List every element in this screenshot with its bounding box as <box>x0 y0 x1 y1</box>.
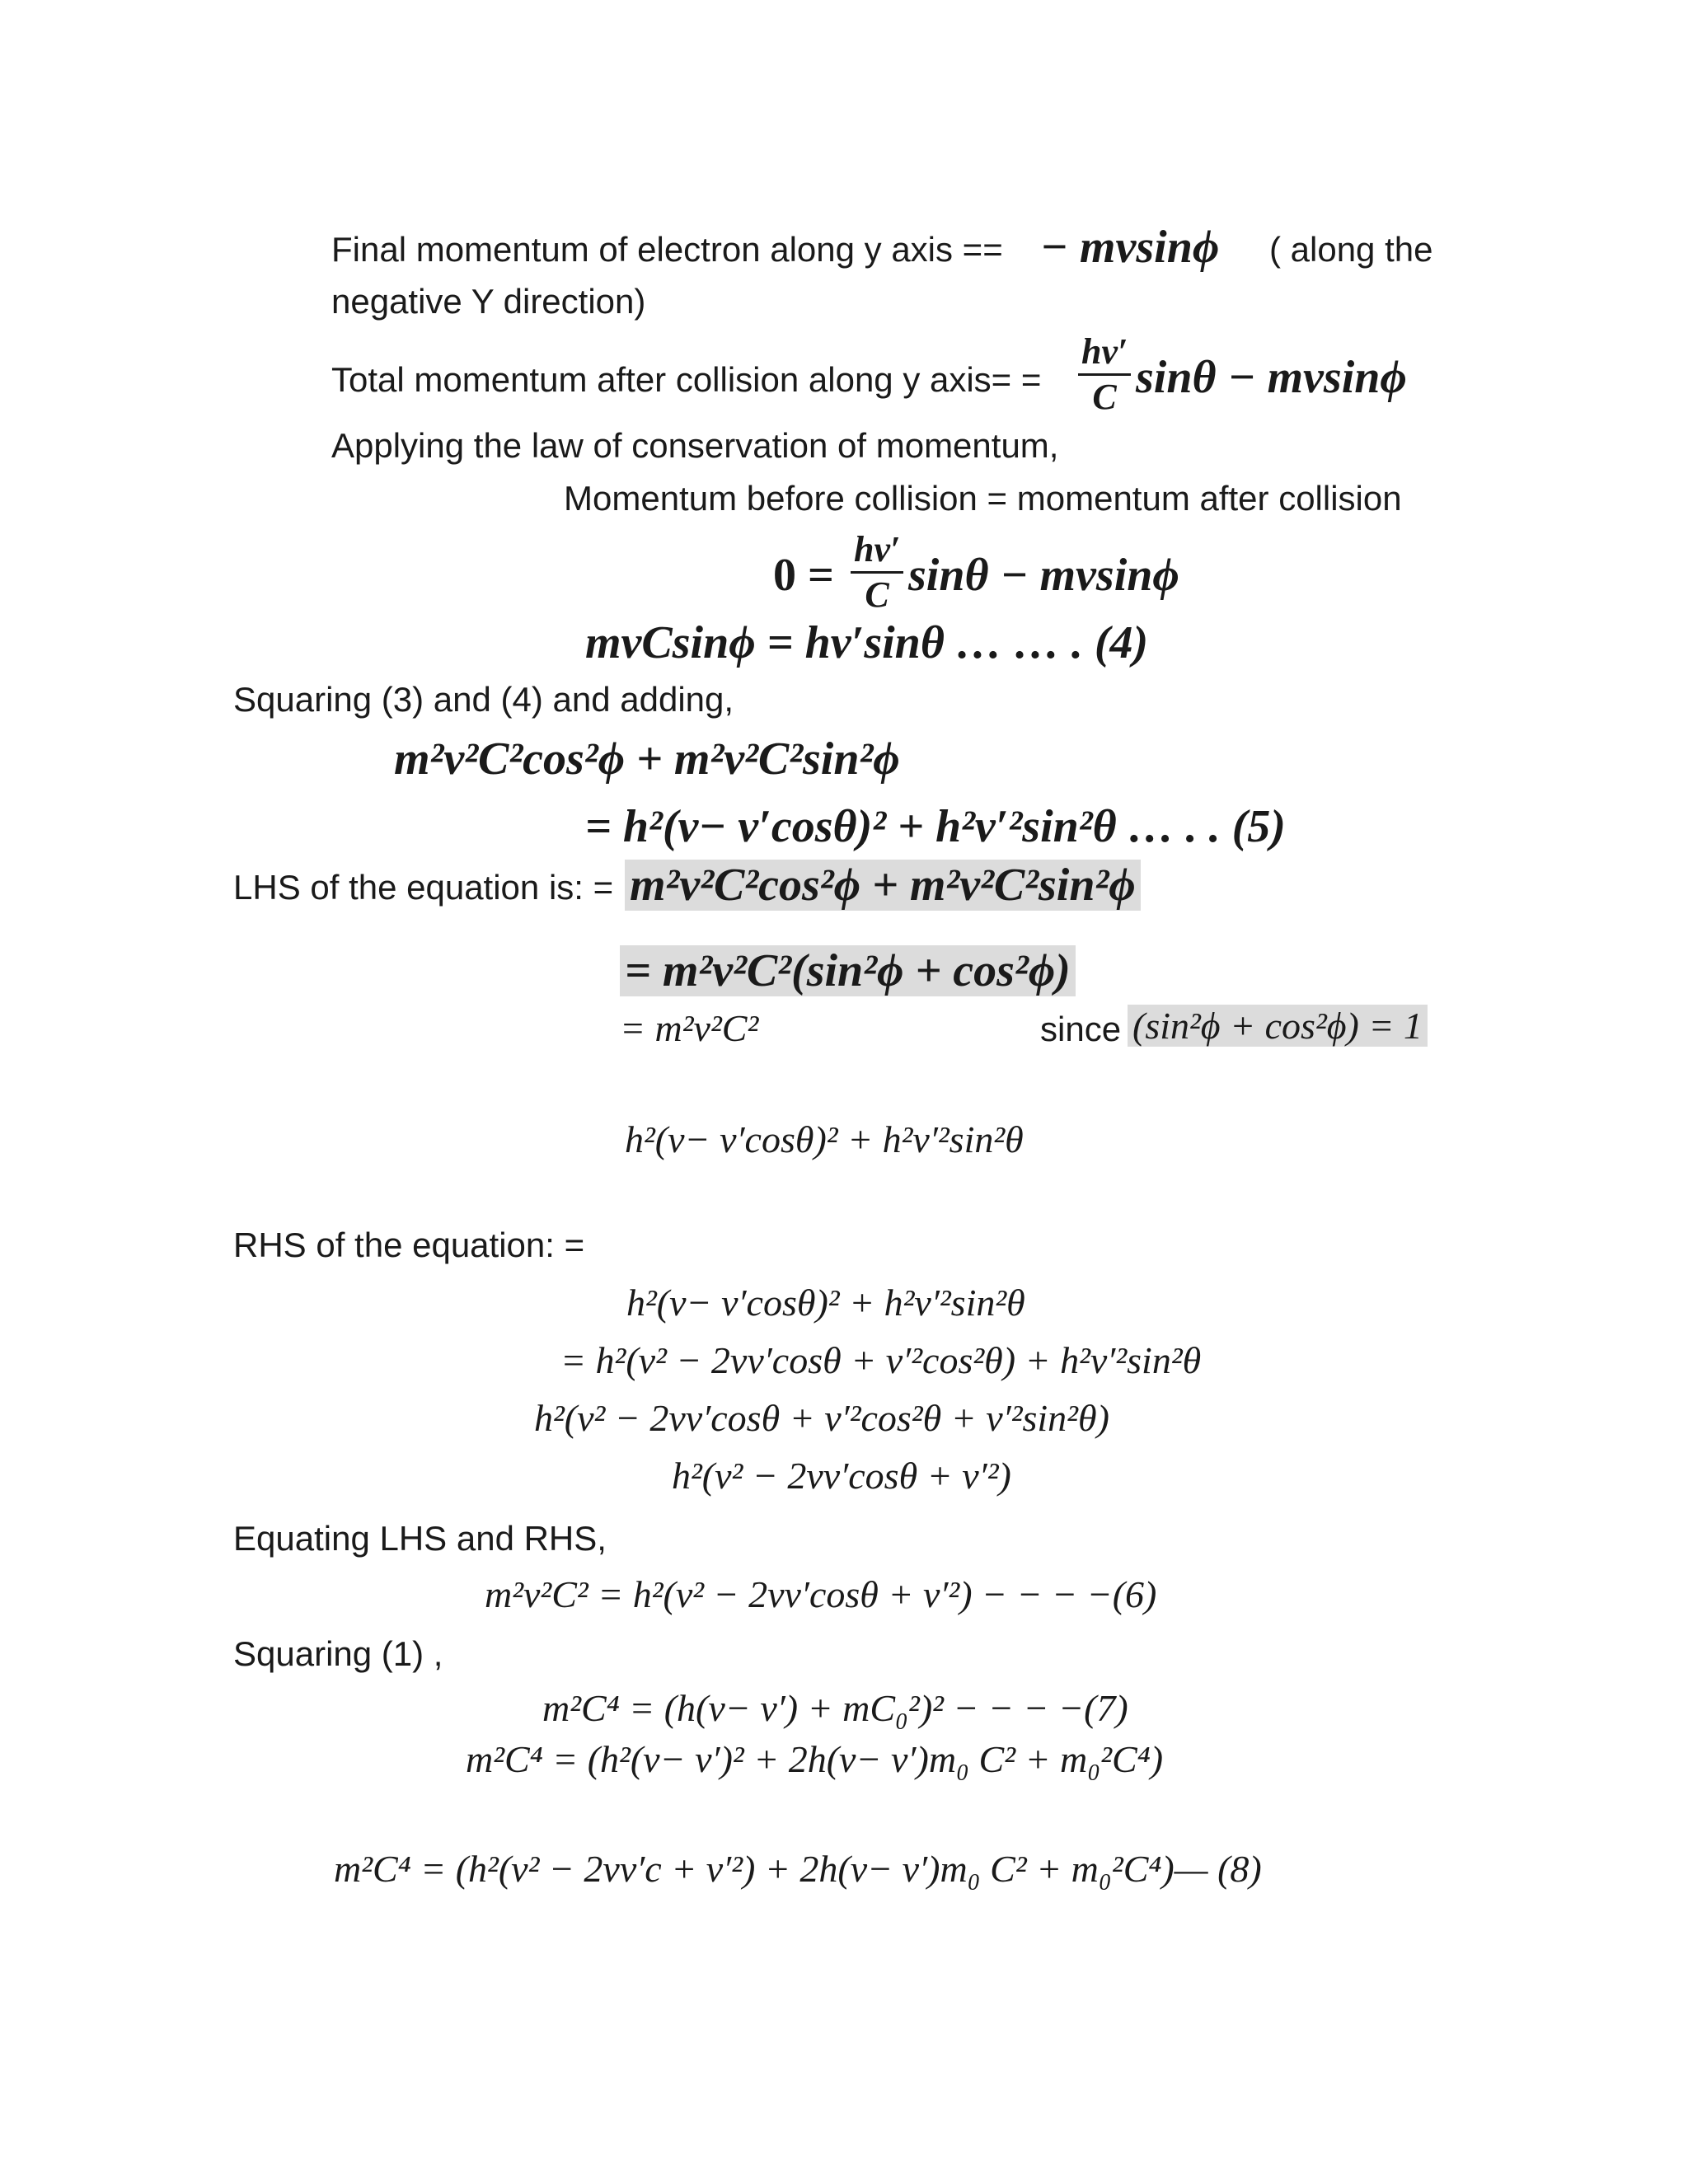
math-equation-8: m²C⁴ = (h²(ν² − 2νν′c + ν′²) + 2h(ν− ν′)m₀ C² + m₀²C⁴)— (8) <box>334 1848 1262 1890</box>
math-since-identity-highlight: (sin²ϕ + cos²ϕ) = 1 <box>1128 1005 1428 1047</box>
text-squaring-3-4: Squaring (3) and (4) and adding, <box>233 680 734 719</box>
math-equation-7-expanded: m²C⁴ = (h²(ν− ν′)² + 2h(ν− ν′)m₀ C² + m₀²C⁴) <box>466 1738 1164 1780</box>
fraction-numerator: hν′ <box>1081 331 1128 372</box>
math-rhs-line-2: = h²(ν² − 2νν′cosθ + ν′²cos²θ) + h²ν′²sin²θ <box>560 1339 1202 1381</box>
math-rhs-line-1: h²(ν− ν′cosθ)² + h²ν′²sin²θ <box>626 1282 1025 1324</box>
math-lhs-highlight: m²v²C²cos²ϕ + m²v²C²sin²ϕ <box>625 860 1141 911</box>
text-total-momentum-y: Total momentum after collision along y axis= = <box>331 360 1042 399</box>
math-since-identity <box>1128 1007 1428 1045</box>
text-final-momentum-y: Final momentum of electron along y axis == <box>331 230 1003 269</box>
fraction-denominator: C <box>1092 377 1117 417</box>
text-applying-conservation: Applying the law of conservation of momentum, <box>331 426 1059 465</box>
text-negative-y-direction: negative Y direction) <box>331 282 646 321</box>
math-lhs-sum: m²v²C²cos²ϕ + m²v²C²sin²ϕ <box>394 733 900 785</box>
fraction-denominator: C <box>865 574 889 615</box>
text-rhs-label: RHS of the equation: = <box>233 1226 585 1264</box>
math-equation-5: = h²(ν− ν′cosθ)² + h²ν′²sin²θ … . . (5) <box>585 801 1286 852</box>
fraction-numerator: hν′ <box>854 529 901 569</box>
fraction-hnu-prime-over-c-2 <box>851 529 903 615</box>
math-rhs-expression-standalone: h²(ν− ν′cosθ)² + h²ν′²sin²θ <box>625 1118 1024 1160</box>
math-equation-4: mvCsinϕ = hν′sinθ … … . (4) <box>585 617 1149 668</box>
text-since: since <box>1040 1010 1122 1048</box>
text-squaring-1: Squaring (1) , <box>233 1634 443 1673</box>
math-lhs-result: = m²v²C² <box>620 1007 759 1049</box>
fraction-hnu-prime-over-c <box>1078 331 1131 417</box>
math-rhs-line-4: h²(ν² − 2νν′cosθ + ν′²) <box>672 1455 1011 1497</box>
math-lhs-expression <box>625 860 1141 911</box>
math-sintheta-minus-mvsinphi: sinθ − mvsinϕ <box>1136 352 1407 403</box>
math-rhs-line-3: h²(ν² − 2νν′cosθ + ν′²cos²θ + ν′²sin²θ) <box>534 1397 1109 1439</box>
math-sintheta-minus-mvsinphi-2: sinθ − mvsinϕ <box>908 550 1179 601</box>
text-lhs-label: LHS of the equation is: = <box>233 868 614 907</box>
math-zero-equals: 0 = <box>773 550 834 601</box>
text-equating-lhs-rhs: Equating LHS and RHS, <box>233 1519 607 1558</box>
math-lhs-factored <box>620 945 1076 996</box>
text-momentum-before-after: Momentum before collision = momentum after collision <box>564 479 1402 518</box>
math-equation-7: m²C⁴ = (h(ν− ν′) + mC₀²)² − − − −(7) <box>542 1687 1128 1729</box>
math-equation-6: m²v²C² = h²(ν² − 2νν′cosθ + ν′²) − − − −(6) <box>485 1573 1157 1615</box>
math-lhs-factored-highlight: = m²v²C²(sin²ϕ + cos²ϕ) <box>620 945 1076 996</box>
math-minus-mvsinphi: − mvsinϕ <box>1040 222 1220 273</box>
text-along-the: ( along the <box>1269 230 1433 269</box>
